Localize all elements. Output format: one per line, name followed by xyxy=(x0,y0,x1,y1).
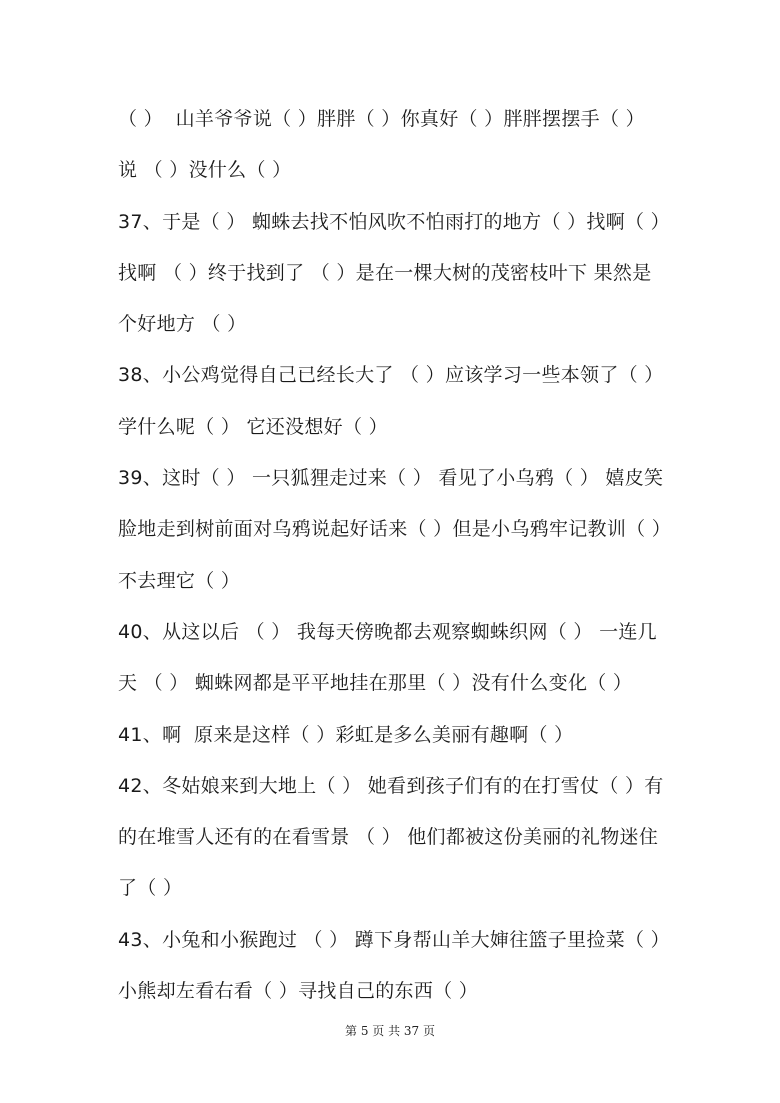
text-line: 41、啊 原来是这样（ ）彩虹是多么美丽有趣啊（ ） xyxy=(118,723,574,746)
document-body xyxy=(118,96,672,1019)
text-line: 说 （ ）没什么（ ） xyxy=(118,159,292,182)
text-line: 了（ ） xyxy=(118,877,183,900)
text-line: 42、冬姑娘来到大地上（ ） 她看到孩子们有的在打雪仗（ ）有 xyxy=(118,774,664,797)
text-line: 个好地方 （ ） xyxy=(118,313,247,336)
text-line: 不去理它（ ） xyxy=(118,569,241,592)
text-line: 小熊却左看右看（ ）寻找自己的东西（ ） xyxy=(118,980,479,1003)
text-line: 学什么呢（ ） 它还没想好（ ） xyxy=(118,415,388,438)
text-line: 39、这时（ ） 一只狐狸走过来（ ） 看见了小乌鸦（ ） 嬉皮笑 xyxy=(118,467,664,490)
text-line: 38、小公鸡觉得自己已经长大了 （ ）应该学习一些本领了（ ） xyxy=(118,364,664,387)
text-line: 37、于是（ ） 蜘蛛去找不怕风吹不怕雨打的地方（ ）找啊（ ） xyxy=(118,210,670,233)
text-line: 天 （ ） 蜘蛛网都是平平地挂在那里（ ）没有什么变化（ ） xyxy=(118,672,633,695)
text-line: 找啊 （ ）终于找到了 （ ）是在一棵大树的茂密枝叶下 果然是 xyxy=(118,261,652,284)
text-line: （ ） 山羊爷爷说（ ）胖胖（ ）你真好（ ）胖胖摆摆手（ ） xyxy=(118,108,645,130)
text-line: 40、从这以后 （ ） 我每天傍晚都去观察蜘蛛织网（ ） 一连几 xyxy=(118,620,657,643)
text-line: 43、小兔和小猴跑过 （ ） 蹲下身帮山羊大婶往篮子里捡菜（ ） xyxy=(118,928,670,951)
page-number-footer: 第 5 页 共 37 页 xyxy=(345,1024,435,1038)
text-line: 脸地走到树前面对乌鸦说起好话来（ ）但是小乌鸦牢记教训（ ） xyxy=(118,518,672,541)
text-line: 的在堆雪人还有的在看雪景 （ ） 他们都被这份美丽的礼物迷住 xyxy=(118,826,659,849)
